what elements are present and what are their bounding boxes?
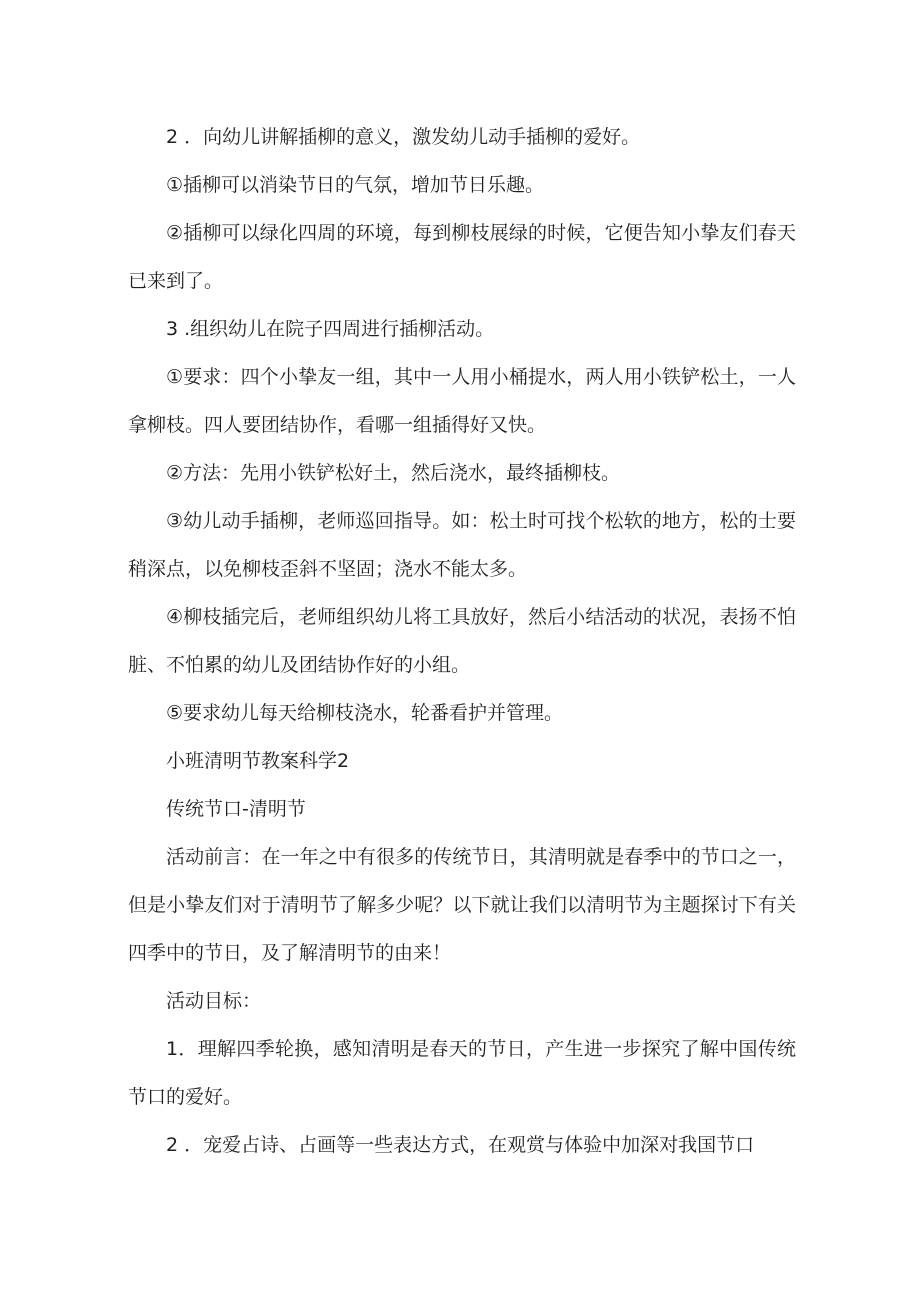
paragraph-method: ②方法：先用小铁铲松好土，然后浇水，最终插柳枝。: [166, 462, 621, 484]
paragraph-preface: 活动前言：在一年之中有很多的传统节日，其清明就是春季中的节口之一，但是小挚友们对于清明节了解多少呢？以下就让我们以清明节为主题探讨下有关四季中的节日，及了解清明节的由来！: [128, 846, 796, 964]
document-body: [128, 113, 796, 1169]
paragraph-watering: ⑤要求幼儿每天给柳枝浇水，轮番看护并管理。: [166, 702, 564, 724]
paragraph-goal-1: 1．理解四季轮换，感知清明是春天的节日，产生进一步探究了解中国传统节口的爱好。: [128, 1038, 796, 1108]
paragraph-guidance: ③幼儿动手插柳，老师巡回指导。如：松土时可找个松软的地方，松的士要稍深点，以免柳枝歪斜不坚固；浇水不能太多。: [128, 510, 796, 580]
section-title: 小班清明节教案科学2: [166, 750, 350, 772]
paragraph-point-1: ①插柳可以消染节日的气氛，增加节日乐趣。: [166, 174, 545, 196]
paragraph-goal-2: 2 ．宠爱占诗、占画等一些表达方式，在观赏与体验中加深对我国节口: [166, 1134, 755, 1156]
paragraph-point-2: ②插柳可以绿化四周的环境，每到柳枝展绿的时候，它便告知小挚友们春天已来到了。: [128, 222, 796, 292]
paragraph-requirement: ①要求：四个小挚友一组，其中一人用小桶提水，两人用小铁铲松土，一人拿柳枝。四人要团结协作，看哪一组插得好又快。: [128, 366, 796, 436]
paragraph-step-2: 2 ．向幼儿讲解插柳的意义，激发幼儿动手插柳的爱好。: [166, 126, 641, 148]
paragraph-goals-heading: 活动目标：: [166, 990, 262, 1012]
paragraph-summary: ④柳枝插完后，老师组织幼儿将工具放好，然后小结活动的状况，表扬不怕脏、不怕累的幼儿及团结协作好的小组。: [128, 606, 796, 676]
paragraph-step-3: 3 .组织幼儿在院子四周进行插柳活动。: [166, 318, 495, 340]
section-subtitle: 传统节口-清明节: [166, 798, 306, 820]
